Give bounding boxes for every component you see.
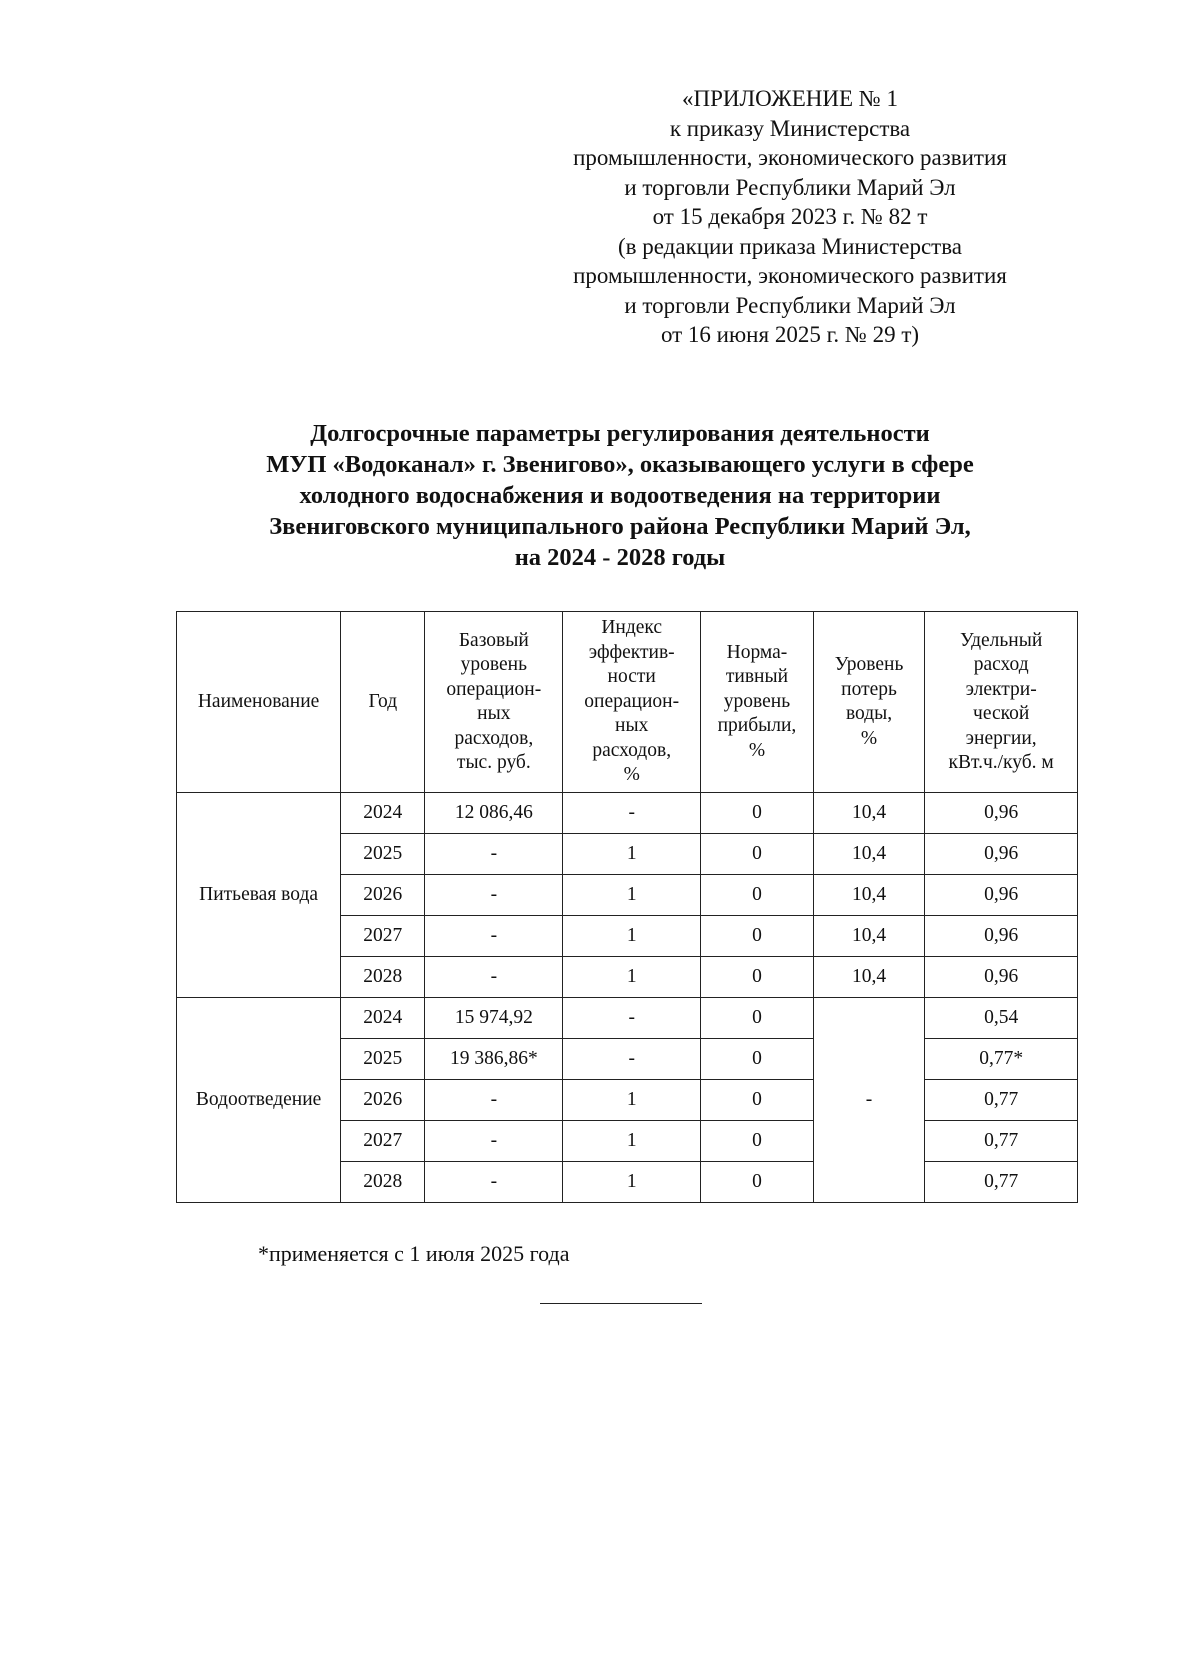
header-base-costs (425, 612, 563, 793)
energy-consumption-cell: 0,96 (925, 875, 1078, 916)
year-cell: 2027 (341, 916, 425, 957)
header-line: расходов, (454, 727, 534, 749)
header-line: расходов, (592, 739, 672, 761)
water-losses-cell: 10,4 (813, 875, 925, 916)
header-line: Удельный (960, 629, 1043, 651)
header-line: Индекс (601, 617, 663, 639)
profit-level-cell: 0 (701, 916, 814, 957)
closing-divider (540, 1303, 702, 1304)
table-header-row (177, 612, 1078, 793)
efficiency-index-cell: 1 (563, 1080, 701, 1121)
header-line: операцион- (446, 678, 542, 700)
header-energy-consumption (925, 612, 1078, 793)
title-line: на 2024 - 2028 годы (514, 544, 726, 571)
profit-level-cell: 0 (701, 1162, 814, 1203)
header-line: тыс. руб. (456, 752, 531, 773)
energy-consumption-cell: 0,77 (925, 1121, 1078, 1162)
energy-consumption-cell: 0,77 (925, 1080, 1078, 1121)
profit-level-cell: 0 (701, 793, 814, 834)
appendix-line: промышленности, экономического развития (573, 263, 1007, 288)
appendix-line: промышленности, экономического развития (573, 145, 1007, 170)
header-line: кВт.ч./куб. м (948, 752, 1054, 773)
base-costs-cell: - (425, 957, 563, 998)
header-line: потерь (841, 678, 897, 700)
header-profit-level (701, 612, 814, 793)
title-line: Звениговского муниципального района Республики Марий Эл, (269, 513, 971, 540)
efficiency-index-cell: - (563, 998, 701, 1039)
header-line: расход (973, 654, 1029, 675)
water-losses-cell: 10,4 (813, 793, 925, 834)
header-line: ческой (973, 703, 1030, 724)
header-line: % (860, 727, 878, 749)
group-name-cell: Питьевая вода (177, 793, 341, 998)
base-costs-cell: - (425, 1080, 563, 1121)
profit-level-cell: 0 (701, 1039, 814, 1080)
profit-level-cell: 0 (701, 1080, 814, 1121)
efficiency-index-cell: 1 (563, 957, 701, 998)
header-line: прибыли, (717, 715, 797, 737)
profit-level-cell: 0 (701, 875, 814, 916)
profit-level-cell: 0 (701, 1121, 814, 1162)
header-line: % (623, 764, 640, 786)
header-year (341, 612, 425, 793)
water-losses-cell: 10,4 (813, 957, 925, 998)
header-line: Норма- (726, 641, 788, 663)
base-costs-cell: - (425, 916, 563, 957)
table-body (177, 793, 1078, 1203)
appendix-line: к приказу Министерства (669, 115, 911, 141)
efficiency-index-cell: - (563, 1039, 701, 1080)
header-line: уровень (723, 690, 791, 712)
header-name (177, 612, 341, 793)
year-cell: 2026 (341, 1080, 425, 1121)
energy-consumption-cell: 0,54 (925, 998, 1078, 1039)
header-line: Наименование (197, 690, 320, 712)
parameters-table (176, 611, 1078, 1203)
header-water-losses (813, 612, 925, 793)
header-line: ности (607, 666, 656, 688)
header-efficiency-index (563, 612, 701, 793)
energy-consumption-cell: 0,77* (925, 1039, 1078, 1080)
appendix-header (540, 84, 1040, 350)
appendix-line: и торговли Республики Марий Эл (624, 174, 956, 200)
appendix-line: от 16 июня 2025 г. № 29 т) (660, 322, 920, 347)
year-cell: 2028 (341, 1162, 425, 1203)
appendix-line: и торговли Республики Марий Эл (624, 292, 956, 318)
base-costs-cell: - (425, 834, 563, 875)
title-line: холодного водоснабжения и водоотведения на территории (299, 482, 941, 509)
base-costs-cell: 19 386,86* (425, 1039, 563, 1080)
efficiency-index-cell: 1 (563, 834, 701, 875)
energy-consumption-cell: 0,96 (925, 834, 1078, 875)
energy-consumption-cell: 0,96 (925, 793, 1078, 834)
water-losses-cell: - (813, 998, 925, 1203)
base-costs-cell: - (425, 1121, 563, 1162)
header-line: тивный (725, 666, 789, 688)
group-name-cell: Водоотведение (177, 998, 341, 1203)
header-line: Уровень (834, 654, 904, 675)
energy-consumption-cell: 0,96 (925, 957, 1078, 998)
year-cell: 2026 (341, 875, 425, 916)
water-losses-cell: 10,4 (813, 916, 925, 957)
water-losses-cell: 10,4 (813, 834, 925, 875)
header-line: операцион- (584, 690, 680, 712)
base-costs-cell: - (425, 875, 563, 916)
header-line: эффектив- (588, 641, 675, 663)
title-line: Долгосрочные параметры регулирования деятельности (310, 420, 930, 447)
profit-level-cell: 0 (701, 834, 814, 875)
efficiency-index-cell: 1 (563, 1121, 701, 1162)
efficiency-index-cell: 1 (563, 1162, 701, 1203)
year-cell: 2024 (341, 998, 425, 1039)
year-cell: 2027 (341, 1121, 425, 1162)
profit-level-cell: 0 (701, 998, 814, 1039)
header-line: уровень (460, 654, 527, 675)
header-line: Базовый (458, 629, 529, 651)
appendix-line: (в редакции приказа Министерства (617, 233, 962, 259)
profit-level-cell: 0 (701, 957, 814, 998)
table-row (177, 998, 1078, 1039)
energy-consumption-cell: 0,77 (925, 1162, 1078, 1203)
header-line: ных (615, 715, 649, 737)
title-line: МУП «Водоканал» г. Звенигово», оказывающего услуги в сфере (266, 451, 974, 478)
year-cell: 2028 (341, 957, 425, 998)
document-title (180, 418, 1060, 573)
appendix-line: «ПРИЛОЖЕНИЕ № 1 (681, 86, 899, 111)
efficiency-index-cell: 1 (563, 875, 701, 916)
footnote: *применяется с 1 июля 2025 года (258, 1241, 570, 1266)
header-line: электри- (965, 678, 1037, 700)
year-cell: 2024 (341, 793, 425, 834)
year-cell: 2025 (341, 1039, 425, 1080)
efficiency-index-cell: - (563, 793, 701, 834)
header-line: воды, (845, 703, 893, 724)
year-cell: 2025 (341, 834, 425, 875)
base-costs-cell: 15 974,92 (425, 998, 563, 1039)
header-line: ных (477, 703, 511, 724)
efficiency-index-cell: 1 (563, 916, 701, 957)
appendix-line: от 15 декабря 2023 г. № 82 т (652, 204, 928, 229)
base-costs-cell: 12 086,46 (425, 793, 563, 834)
header-line: Год (368, 690, 398, 712)
table-row (177, 793, 1078, 834)
header-line: % (748, 739, 766, 761)
base-costs-cell: - (425, 1162, 563, 1203)
header-line: энергии, (965, 727, 1037, 749)
energy-consumption-cell: 0,96 (925, 916, 1078, 957)
